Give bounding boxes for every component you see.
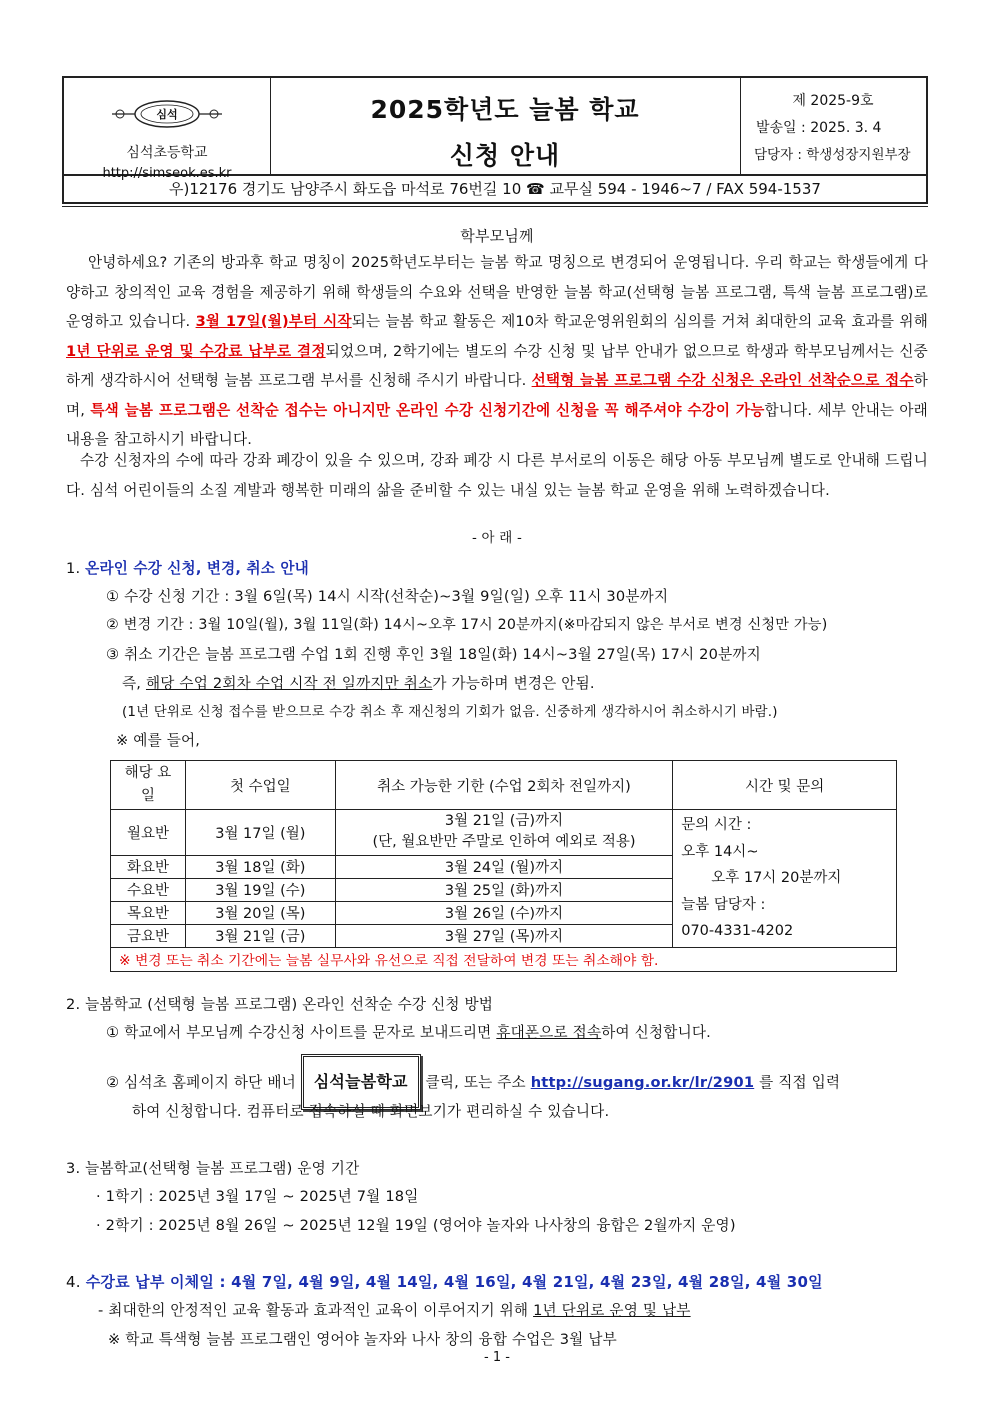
row-first: 3월 21일 (금) (185, 924, 335, 947)
contact-cell (673, 810, 897, 948)
school-logo-cell (64, 78, 271, 181)
page-number: - 1 - (484, 1350, 510, 1365)
row-day: 월요반 (111, 810, 186, 856)
section4-title: 수강료 납부 이체일 : 4월 7일, 4월 9일, 4월 14일, 4월 16일, 4월 21일, 4월 23일, 4월 28일, 4월 30일 (85, 1273, 823, 1291)
table-row (111, 810, 897, 856)
document-header (62, 76, 928, 206)
s4-line1-pre: - 최대한의 안정적인 교육 활동과 효과적인 교육이 이루어지기 위해 (98, 1302, 534, 1319)
row-first: 3월 18일 (화) (185, 855, 335, 878)
section2-item2-cont: 하여 신청합니다. 컴퓨터로 접속하실 때 화면보기가 편리하실 수 있습니다. (132, 1103, 610, 1120)
intro-paragraph-2: 수강 신청자의 수에 따라 강좌 폐강이 있을 수 있으며, 강좌 폐강 시 다른 부서로의 이동은 해당 아동 부모님께 별도로 안내해 드립니다. 심석 어린이들의 소질 계발과 행복한 미래의 삶을 준비할 수 있는 내실 있는 늘봄 학교 운영을 위해 노력하겠습니다. (66, 452, 928, 499)
item3b-post: 가 가능하며 변경은 안됨. (432, 675, 595, 692)
row-day: 수요반 (111, 878, 186, 901)
section1-item2: ② 변경 기간 : 3월 10일(월), 3월 11일(화) 14시~오후 17시 20분까지(※마감되지 않은 부서로 변경 신청만 가능) (106, 617, 828, 633)
section4-line2: ※ 학교 특색형 늘봄 프로그램인 영어야 놀자와 나사 창의 융합 수업은 3월 납부 (108, 1331, 617, 1348)
school-url[interactable]: http://simseok.es.kr (102, 166, 232, 181)
intro-paragraph-1 (66, 248, 928, 455)
s2-item2-pre: ② 심석초 홈페이지 하단 배너 (106, 1074, 296, 1091)
annual-decision-highlight: 1년 단위로 운영 및 수강료 납부로 결정 (66, 342, 326, 360)
row-day: 화요반 (111, 855, 186, 878)
section2-title: 2. 늘봄학교 (선택형 늘봄 프로그램) 온라인 선착순 수강 신청 방법 (66, 996, 494, 1013)
row-day: 목요반 (111, 901, 186, 924)
sugang-url-link[interactable]: http://sugang.or.kr/lr/2901 (530, 1074, 755, 1091)
s2-item1-post: 하여 신청합니다. (601, 1024, 712, 1041)
section1-item3b (122, 669, 595, 699)
s2-item1-underlined: 휴대폰으로 접속 (496, 1024, 602, 1041)
s2-item1-pre: ① 학교에서 부모님께 수강신청 사이트를 문자로 보내드리면 (106, 1024, 497, 1041)
example-label: ※ 예를 들어, (116, 732, 201, 749)
row-deadline: 3월 21일 (금)까지 (444, 813, 564, 830)
section4-num: 4. (66, 1273, 81, 1291)
section3-title: 3. 늘봄학교(선택형 늘봄 프로그램) 운영 기간 (66, 1160, 360, 1177)
section2-item1 (106, 1018, 711, 1048)
item3b-underlined: 해당 수업 2회차 수업 시작 전 일까지만 취소 (145, 675, 433, 692)
header-day: 해당 요일 (111, 761, 186, 810)
doc-info-cell (740, 78, 926, 174)
school-name: 심석초등학교 (126, 145, 208, 161)
intro-text: 합니다. 세부 안내는 아래 내용을 참고하시기 바랍니다. (66, 401, 928, 448)
doc-title-line2: 신청 안내 (449, 141, 561, 170)
section4-heading (66, 1268, 823, 1298)
doc-number: 제 2025-9호 (792, 93, 874, 109)
start-date-highlight: 3월 17일(월)부터 시작 (195, 313, 352, 330)
contact-line2: 오후 14시~ (681, 843, 759, 860)
section1-title: 온라인 수강 신청, 변경, 취소 안내 (85, 560, 309, 577)
issue-date: 발송일 : 2025. 3. 4 (756, 120, 882, 136)
contact-line3: 오후 17시 20분까지 (711, 870, 842, 886)
row-deadline: 3월 24일 (월)까지 (335, 855, 673, 878)
header-box (62, 76, 928, 181)
row-first: 3월 17일 (월) (185, 810, 335, 856)
contact-line1: 문의 시간 : (681, 817, 752, 833)
special-program-highlight: 특색 늘봄 프로그램은 선착순 접수는 아니지만 온라인 수강 신청기간에 신청을 꼭 해주셔야 수강이 가능 (90, 401, 765, 419)
header-divider (62, 206, 928, 207)
section1-item3c: (1년 단위로 신청 접수를 받으므로 수강 취소 후 재신청의 기회가 없음. 신중하게 생각하시어 취소하시기 바람.) (122, 705, 778, 720)
section3-term2: · 2학기 : 2025년 8월 26일 ~ 2025년 12월 19일 (영어야 놀자와 나사창의 융합은 2월까지 운영) (96, 1217, 736, 1234)
intro-text: 되는 늘봄 학교 활동은 제10차 학교운영위원회의 심의를 거쳐 최대한의 교육 효과를 위해 (351, 313, 928, 330)
online-firstcome-highlight: 선택형 늘봄 프로그램 수강 신청은 온라인 선착순으로 접수 (531, 372, 914, 389)
item3b-pre: 즉, (122, 675, 146, 692)
logo-text: 심석 (156, 108, 178, 121)
table-footnote: ※ 변경 또는 취소 기간에는 늘봄 실무사와 유선으로 직접 전달하여 변경 또는 취소해야 함. (111, 947, 897, 971)
doc-title-line1: 2025학년도 늘봄 학교 (370, 95, 640, 124)
section1-num: 1. (66, 560, 81, 577)
below-marker: - 아 래 - (471, 530, 523, 546)
row-first: 3월 19일 (수) (185, 878, 335, 901)
intro-text: 안녕하세요? 기존의 방과후 학교 명칭이 2025학년도부터는 늘봄 학교 명칭으로 변경되어 운영됩니다. 우리 학교는 학생들에게 다양하고 창의적인 교육 경험을 제공하기 위해 학생들의 수요와 선택을 반영한 늘봄 학교(선택형 늘봄 프로그램, 특색 늘봄 프로그램)로 운영하고 있습니다. (66, 254, 928, 330)
s2-item2-post: 를 직접 입력 (759, 1074, 841, 1091)
table-footnote-row (111, 947, 897, 971)
cancel-schedule-table-wrap (110, 760, 897, 972)
address-bar: 우)12176 경기도 남양주시 화도읍 마석로 76번길 10 ☎ 교무실 594 - 1946~7 / FAX 594-1537 (62, 176, 928, 204)
s4-line1-underlined: 1년 단위로 운영 및 납부 (533, 1302, 691, 1319)
contact-line4: 늘봄 담당자 : (681, 896, 766, 913)
simseok-neulbom-banner-button[interactable]: 심석늘봄학교 (301, 1054, 421, 1110)
header-contact: 시간 및 문의 (673, 761, 897, 810)
row-deadline: 3월 27일 (목)까지 (335, 924, 673, 947)
header-deadline: 취소 가능한 기한 (수업 2회차 전일까지) (335, 761, 673, 810)
section1-heading (66, 554, 309, 584)
table-header-row (111, 761, 897, 810)
section1-item3: ③ 취소 기간은 늘봄 프로그램 수업 1회 진행 후인 3월 18일(화) 14시~3월 27일(목) 17시 20분까지 (106, 646, 761, 663)
s2-item2-mid: 클릭, 또는 주소 (425, 1074, 526, 1091)
section4-line1 (98, 1296, 691, 1326)
cancel-schedule-table (110, 760, 897, 972)
row-deadline: 3월 26일 (수)까지 (335, 901, 673, 924)
section1-item1: ① 수강 신청 기간 : 3월 6일(목) 14시 시작(선착순)~3월 9일(일) 오후 11시 30분까지 (106, 588, 669, 605)
intro-text: 되었으며, 2학기에는 별도의 수강 신청 및 납부 안내가 없으므로 학생과 학부모님께서는 신중하게 생각하시어 선택형 늘봄 프로그램 부서를 신청해 주시기 바랍니다. (66, 342, 928, 389)
contact-line5: 070-4331-4202 (681, 923, 794, 939)
person-in-charge: 담당자 : 학생성장지원부장 (754, 147, 911, 163)
title-cell (270, 78, 741, 174)
row-day: 금요반 (111, 924, 186, 947)
section3-term1: · 1학기 : 2025년 3월 17일 ~ 2025년 7월 18일 (96, 1188, 419, 1205)
row-first: 3월 20일 (목) (185, 901, 335, 924)
row-deadline: 3월 25일 (화)까지 (335, 878, 673, 901)
header-first-class: 첫 수업일 (185, 761, 335, 810)
row-deadline-cell (335, 810, 673, 856)
greeting: 학부모님께 (460, 227, 534, 245)
row-deadline-note: (단, 월요반만 주말로 인하여 예외로 적용) (372, 834, 636, 851)
intro-text: 하며, (66, 372, 929, 419)
